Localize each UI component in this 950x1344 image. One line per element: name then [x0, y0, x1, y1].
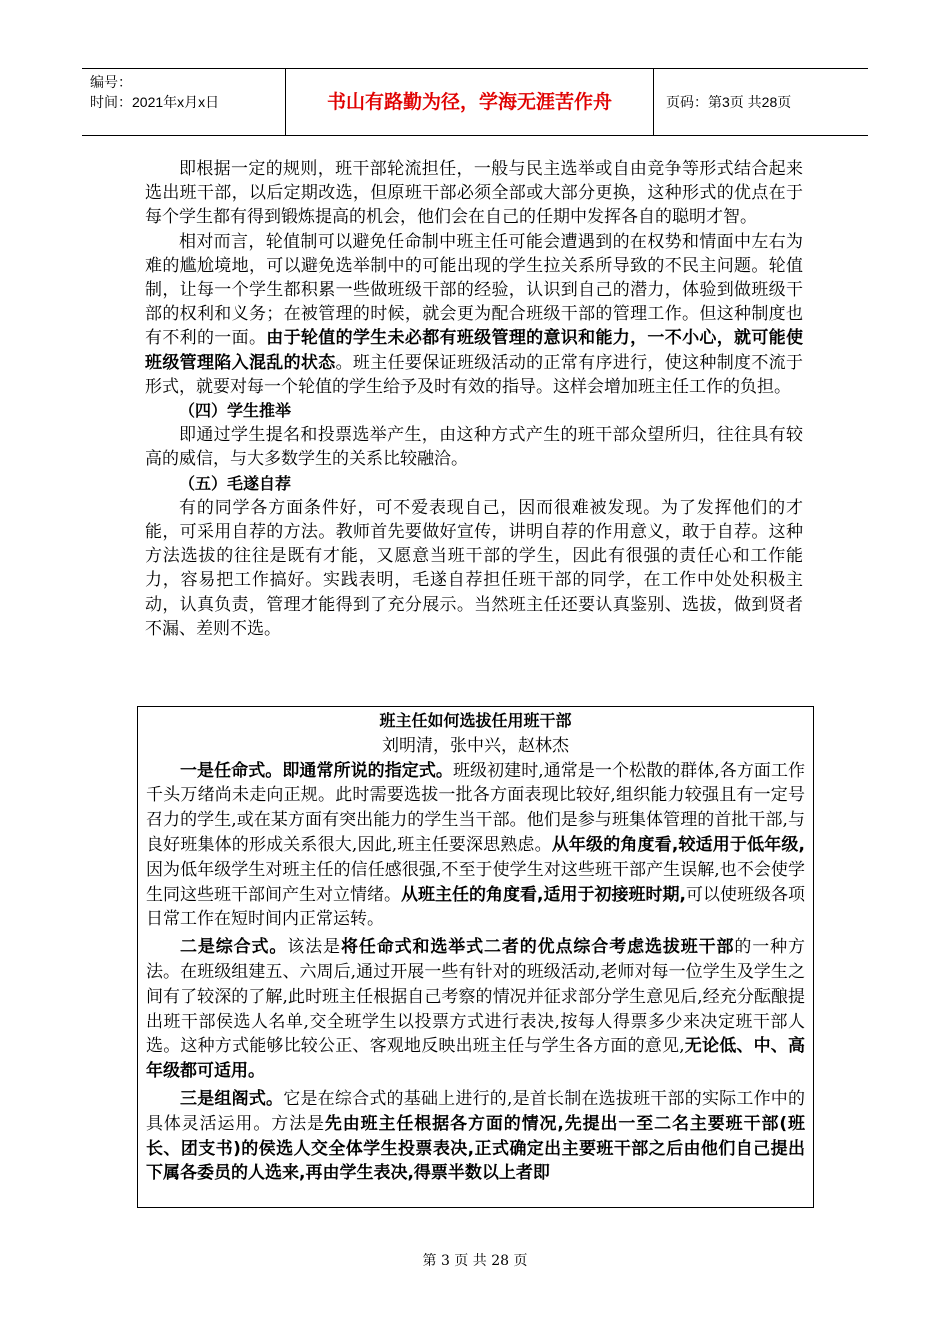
paragraph-text: 。班主任要保证班级活动的正常有序进行，使这种制度不流于形式，就要对每一个轮值的学生给予及时有效的指导。这样会增加班主任工作的负担。 [145, 352, 804, 397]
emphasis-text: 无论低、中、高年级都可适用。 [146, 1036, 806, 1082]
header-number: 编号： [90, 74, 132, 90]
article-title: 班主任如何选拔任用班干部 [379, 711, 572, 730]
document-body [145, 157, 803, 641]
paragraph-rotation-analysis [145, 230, 803, 399]
emphasis-text: 三是组阁式。 [180, 1088, 284, 1109]
emphasis-text: 一是任命式。即通常所说的指定式。 [180, 760, 453, 781]
header-page-info: 页码：第3页 共28页 [666, 94, 792, 110]
page-footer: 第 3 页 共 28 页 [422, 1253, 528, 1269]
article-authors: 刘明清，张中兴，赵林杰 [382, 735, 569, 756]
paragraph-rotation-intro: 即根据一定的规则，班干部轮流担任，一般与民主选举或自由竞争等形式结合起来选出班干部，以后定期改选，但原班干部必须全部或大部分更换，这种形式的优点在于每个学生都有得到锻炼提高的机会，他们会在自己的任期中发挥各自的聪明才智。 [145, 159, 803, 228]
paragraph-text: 相对而言，轮值制可以避免任命制中班主任可能会遭遇到的在权势和情面中左右为难的尴尬境地，可以避免选举制中的可能出现的学生拉关系所导致的不民主问题。轮值制，让每一个学生都积累一些做班级干部的经验，认识到自己的潜力，体验到做班级干部的权利和义务；在被管理的时候，就会更为配合班级干部的管理工作。但这种制度也有不利的一面。 [145, 231, 803, 349]
paragraph-comprehensive [146, 935, 805, 1084]
paragraph-cabinet [146, 1087, 805, 1186]
paragraph-text: 因为低年级学生对班主任的信任感很强,不至于使学生对这些班干部产生误解,也不会使学生同这些班干部间产生对立情绪。 [146, 859, 805, 905]
paragraph-text: 可以使班级各项日常工作在短时间内正常运转。 [146, 884, 805, 930]
emphasis-text: 将任命式和选举式二者的优点综合考虑选拔班干部 [340, 937, 735, 958]
article-box [137, 706, 814, 1208]
header-motto: 书山有路勤为径，学海无涯苦作舟 [326, 91, 612, 113]
paragraph-text: 该法是 [287, 937, 341, 958]
section-heading-student-nomination: （四）学生推举 [179, 401, 292, 421]
header-divider-right [653, 69, 654, 135]
header-meta [90, 72, 219, 112]
paragraph-appointment [146, 759, 805, 933]
paragraph-text: 的一种方法。在班级组建五、六周后,通过开展一些有针对的班级活动,老师对每一位学生及学生之间有了较深的了解,此时班主任根据自己考察的情况并征求部分学生意见后,经充分酝酿提出班干部侯选人名单,交全班学生以投票方式进行表决,按每人得票多少来决定班干部人选。这种方式能够比较公正、客观地反映出班主任与学生各方面的意见, [146, 937, 806, 1057]
emphasis-text: 从班主任的角度看,适用于初接班时期, [401, 884, 686, 905]
paragraph-text: 它是在综合式的基础上进行的,是首长制在选拔班干部的实际工作中的具体灵活运用。方法是 [146, 1088, 805, 1134]
paragraph-self-recommendation: 有的同学各方面条件好，可不爱表现自己，因而很难被发现。为了发挥他们的才能，可采用自荐的方法。教师首先要做好宣传，讲明自荐的作用意义，敢于自荐。这种方法选拔的往往是既有才能，又愿意当班干部的学生，因此有很强的责任心和工作能力，容易把工作搞好。实践表明，毛遂自荐担任班干部的同学，在工作中处处积极主动，认真负责，管理才能得到了充分展示。当然班主任还要认真鉴别、选拔，做到贤者不漏、差则不选。 [145, 497, 803, 639]
header-time: 时间：2021年x月x日 [90, 94, 220, 110]
emphasis-text: 由于轮值的学生未必都有班级管理的意识和能力，一不小心，就可能使班级管理陷入混乱的状态 [145, 328, 804, 373]
section-heading-self-recommendation: （五）毛遂自荐 [179, 473, 292, 493]
paragraph-text: 班级初建时,通常是一个松散的群体,各方面工作千头万绪尚未走向正规。此时需要选拔一批各方面表现比较好,组织能力较强且有一定号召力的学生,或在某方面有突出能力的学生当干部。他们是参与班集体管理的首批干部,与良好班集体的形成关系很大,因此,班主任要深思熟虑。 [146, 760, 806, 855]
page-header [82, 68, 868, 136]
emphasis-text: 二是综合式。 [180, 937, 288, 958]
emphasis-text: 从年级的角度看,较适用于低年级, [551, 834, 805, 855]
paragraph-student-nomination: 即通过学生提名和投票选举产生，由这种方式产生的班干部众望所归，往往具有较高的威信，与大多数学生的关系比较融洽。 [145, 425, 803, 470]
emphasis-text: 先由班主任根据各方面的情况,先提出一至二名主要班干部(班长、团支书)的侯选人交全体学生投票表决,正式确定出主要班干部之后由他们自己提出下属各委员的人选来,再由学生表决,得票半数以上者即 [146, 1113, 805, 1184]
